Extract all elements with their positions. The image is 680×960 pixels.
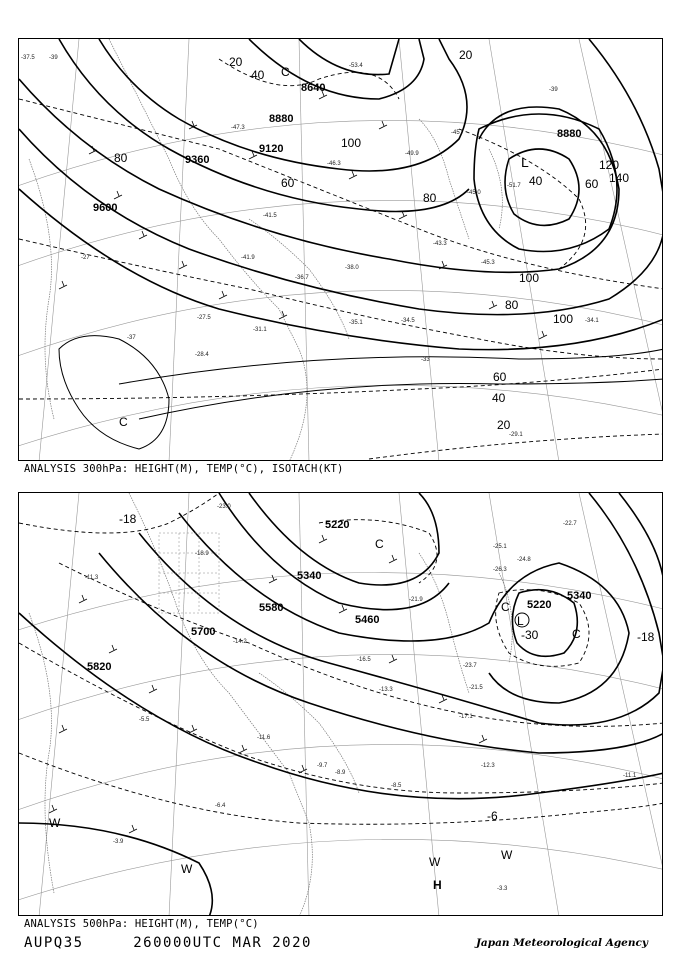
- warm-center-symbol: W: [181, 862, 193, 876]
- isotach-label: 100: [341, 136, 362, 150]
- temp-label: -24.8: [517, 557, 531, 563]
- isotach-label: 20: [497, 418, 511, 432]
- temp-label: -21.5: [469, 685, 483, 691]
- temp-label: -34.1: [585, 318, 599, 324]
- lower-chart-caption: ANALYSIS 500hPa: HEIGHT(M), TEMP(°C): [24, 918, 259, 930]
- isotherm-label: -18: [119, 512, 137, 526]
- temp-label: -33: [421, 357, 430, 363]
- temp-label: -37.5: [21, 55, 35, 61]
- temp-label: -27: [81, 255, 90, 261]
- isotach-label: 20: [459, 48, 473, 62]
- temp-label: -45: [451, 130, 460, 136]
- height-label: 8640: [301, 82, 326, 94]
- isotach-label: 60: [281, 176, 295, 190]
- isotach-label: 140: [609, 171, 630, 185]
- height-label: 5340: [567, 590, 592, 602]
- isotach-label: 40: [251, 68, 265, 82]
- warm-center-symbol: W: [429, 855, 441, 869]
- isotach-label: 80: [114, 151, 128, 165]
- graticule: [19, 493, 663, 916]
- isotach-label: 80: [423, 191, 437, 205]
- height-contours: [19, 493, 663, 916]
- isotach-label: 120: [599, 158, 620, 172]
- temp-label: -18.9: [195, 551, 209, 557]
- low-center-symbol: L: [517, 614, 524, 628]
- temp-label: -46.3: [327, 161, 341, 167]
- temp-label: -8.5: [391, 783, 402, 789]
- product-code: AUPQ35: [24, 935, 84, 951]
- temp-label: -22.7: [563, 521, 577, 527]
- temp-label: -39: [549, 87, 558, 93]
- isotherm-label: -18: [637, 630, 655, 644]
- temp-label: -8.9: [335, 770, 346, 776]
- isotherm-label: -6: [487, 809, 498, 823]
- center-symbol: C: [281, 65, 290, 79]
- height-label: 5340: [297, 570, 322, 582]
- height-label: 5460: [355, 614, 380, 626]
- height-label: 5220: [325, 519, 350, 531]
- warm-center-symbol: W: [501, 848, 513, 862]
- center-symbol: C: [119, 415, 128, 429]
- temp-label: -49.9: [405, 151, 419, 157]
- isotach-label: 80: [505, 298, 519, 312]
- temp-label: -38.0: [345, 265, 359, 271]
- temp-label: -37: [127, 335, 136, 341]
- temp-label: -11.6: [257, 735, 271, 741]
- warm-center-symbol: W: [49, 816, 61, 830]
- temp-label: -51.7: [507, 183, 521, 189]
- temp-label: -26.3: [493, 567, 507, 573]
- temp-label: -6.4: [215, 803, 226, 809]
- chart-identifier: [24, 935, 312, 951]
- temp-label: -5.5: [139, 717, 150, 723]
- isotach-label: 40: [492, 391, 506, 405]
- temp-label: -13.3: [379, 687, 393, 693]
- height-label: 5220: [527, 599, 552, 611]
- isotach-label: 100: [553, 312, 574, 326]
- center-symbol: C: [501, 600, 510, 614]
- temp-label: -39: [49, 55, 58, 61]
- temp-label: -23.0: [217, 504, 231, 510]
- isotach-label: 40: [529, 174, 543, 188]
- chart-500hpa: [18, 492, 663, 916]
- height-label: 9120: [259, 143, 284, 155]
- temp-label: -21.9: [409, 597, 423, 603]
- map-300hpa: [19, 39, 663, 461]
- temp-label: -29.1: [509, 432, 523, 438]
- temp-label: -41.5: [263, 213, 277, 219]
- temp-label: -3.9: [113, 839, 124, 845]
- temp-label: -11.3: [85, 575, 99, 581]
- height-label: 8880: [269, 113, 294, 125]
- temp-label: -3.3: [497, 886, 508, 892]
- agency-credit: Japan Meteorological Agency: [475, 937, 648, 949]
- temp-label: -14.2: [233, 639, 247, 645]
- height-label: 5820: [87, 661, 112, 673]
- center-symbol: C: [375, 537, 384, 551]
- isotach-label: 60: [585, 177, 599, 191]
- isotach-label: 100: [519, 271, 540, 285]
- isotherm-label: -30: [521, 628, 539, 642]
- height-label: 5580: [259, 602, 284, 614]
- temp-label: -23.7: [463, 663, 477, 669]
- temp-label: -12.3: [481, 763, 495, 769]
- coastline: [29, 39, 502, 461]
- wind-barbs: [49, 535, 487, 833]
- temp-label: -45.3: [481, 260, 495, 266]
- temp-label: -53.4: [349, 63, 363, 69]
- temp-label: -16.5: [357, 657, 371, 663]
- height-label: 5700: [191, 626, 216, 638]
- height-label: 9360: [185, 154, 210, 166]
- valid-datetime: 260000UTC MAR 2020: [133, 935, 312, 951]
- upper-chart-caption: ANALYSIS 300hPa: HEIGHT(M), TEMP(°C), ISOTACH(KT): [24, 463, 344, 475]
- isotach-contours: [59, 336, 663, 449]
- temp-label: -25.1: [493, 544, 507, 550]
- chart-300hpa: [18, 38, 663, 461]
- temp-label: -35.1: [349, 320, 363, 326]
- temp-label: -9.7: [317, 763, 328, 769]
- temp-label: -47.3: [231, 125, 245, 131]
- height-label: 9600: [93, 202, 118, 214]
- height-contours: [19, 39, 663, 350]
- isotach-label: 60: [493, 370, 507, 384]
- temp-label: -17.1: [459, 714, 473, 720]
- temp-label: -43.3: [433, 241, 447, 247]
- temp-label: -27.5: [197, 315, 211, 321]
- temp-label: -34.5: [401, 318, 415, 324]
- temp-label: -28.4: [195, 352, 209, 358]
- temp-label: -36.7: [295, 275, 309, 281]
- hatched-area: [159, 533, 219, 613]
- height-label: 8880: [557, 128, 582, 140]
- map-500hpa: [19, 493, 663, 916]
- isotherms: [19, 59, 663, 459]
- temp-label: -11.1: [623, 773, 637, 779]
- high-center-symbol: H: [433, 878, 442, 892]
- low-center-symbol: L: [521, 154, 529, 170]
- temp-label: -31.1: [253, 327, 267, 333]
- isotach-label: 20: [229, 55, 243, 69]
- temp-label: -45.0: [467, 190, 481, 196]
- temp-label: -41.9: [241, 255, 255, 261]
- center-symbol: C: [572, 627, 581, 641]
